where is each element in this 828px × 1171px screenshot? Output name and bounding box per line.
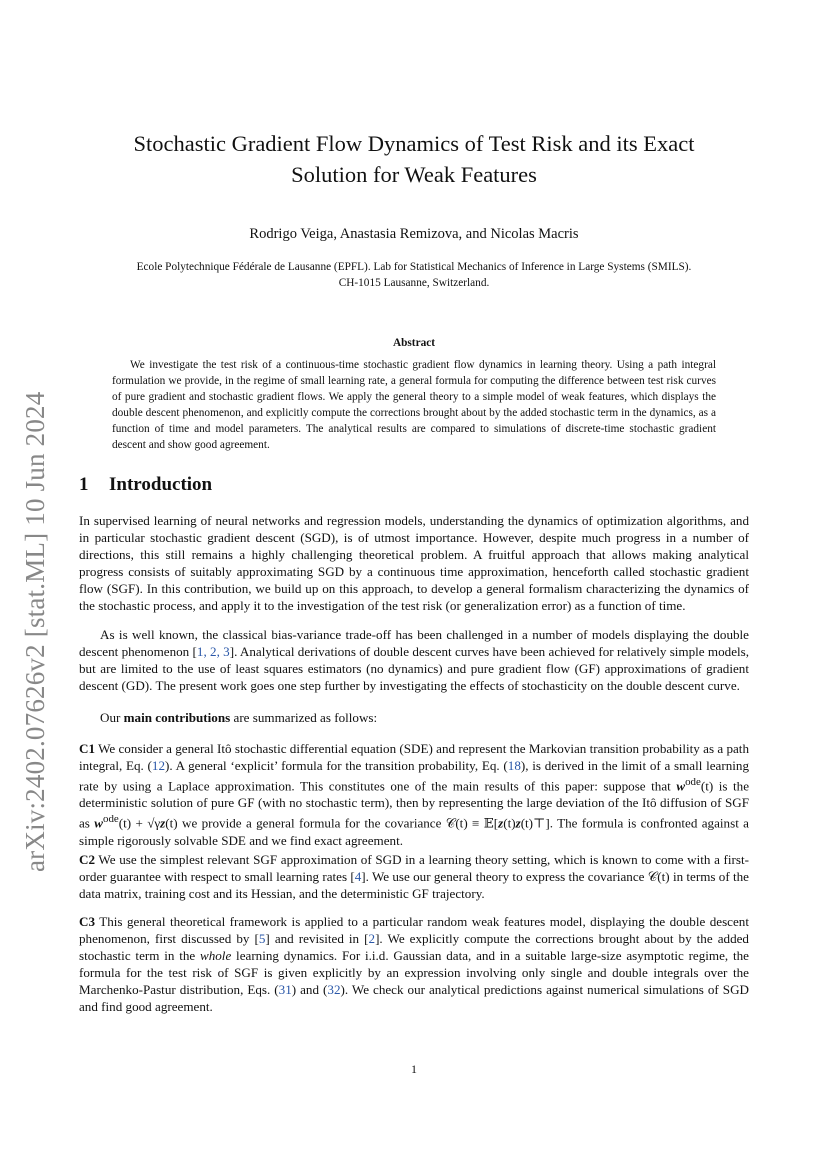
equation-ref-link[interactable]: 12 bbox=[151, 758, 166, 773]
p2-text-b: ]. Analytical derivations of double descent curves have been achieved for relatively simple models, but are limited to the use of least squares estimators (no dynamics) and pure gradient flow (GF) approximations of gradient descent (GD). The present work goes one step further by investigating the effects of stochasticity on the double descent curve. bbox=[79, 644, 750, 693]
contribution-c3 bbox=[79, 913, 749, 1015]
c2-text-b: ]. We use our general theory to express the covariance 𝒞(t) in terms of the data matrix, training cost and its Hessian, and the deterministic GF trajectory. bbox=[79, 869, 749, 901]
paragraph-2 bbox=[79, 626, 749, 694]
contribution-c1 bbox=[79, 740, 749, 849]
contribution-c2 bbox=[79, 851, 749, 902]
symbol-z: z bbox=[515, 815, 521, 831]
c1-label: C1 bbox=[79, 741, 96, 756]
citation-link[interactable]: 1, 2, 3 bbox=[196, 644, 230, 659]
c1-text-e: (t) + √γ bbox=[118, 815, 161, 831]
symbol-z: z bbox=[498, 815, 504, 831]
equation-ref-link[interactable]: 32 bbox=[327, 982, 341, 997]
symbol-w: w bbox=[94, 815, 103, 831]
section-heading bbox=[79, 474, 212, 496]
c3-text-b: ] and revisited in [ bbox=[265, 931, 369, 946]
c1-text-b: ). A general ‘explicit’ formula for the transition probability, Eq. ( bbox=[165, 758, 508, 773]
p3-text-a: Our bbox=[100, 710, 124, 725]
symbol-z: z bbox=[160, 815, 166, 831]
citation-link[interactable]: 2 bbox=[368, 931, 376, 946]
abstract-heading: Abstract bbox=[392, 337, 436, 349]
citation-link[interactable]: 4 bbox=[354, 869, 362, 884]
c3-text-e: ) and ( bbox=[291, 982, 328, 997]
c2-text-a: We use the simplest relevant SGF approximation of SGD in a learning theory setting, which is known to come with a first-order guarantee with respect to small learning rates [ bbox=[79, 852, 749, 884]
c1-text-d: (t) is the deterministic solution of pure GF (with no stochastic term), then by representing the large deviation of the Itô diffusion of SGF as bbox=[79, 778, 750, 831]
c3-label: C3 bbox=[79, 914, 96, 929]
c3-italic-whole: whole bbox=[199, 948, 232, 963]
affiliation-line-2: CH-1015 Lausanne, Switzerland. bbox=[338, 277, 490, 289]
section-number: 1 bbox=[79, 474, 89, 495]
main-contributions-bold: main contributions bbox=[123, 710, 231, 725]
c3-text-f: ). We check our analytical predictions against numerical simulations of SGD and find good agreement. bbox=[79, 982, 749, 1014]
page-number: 1 bbox=[411, 1062, 417, 1076]
c1-text-h: (t)⊤]. The formula is confronted against a simple rigorously solvable SDE and we find exact agreement. bbox=[79, 815, 749, 848]
affiliation-line-1: Ecole Polytechnique Fédérale de Lausanne (EPFL). Lab for Statistical Mechanics of Inference in Large Systems (SMILS). bbox=[136, 261, 692, 273]
c1-text-c: ), is derived in the limit of a small learning rate by using a Laplace approximation. This constitutes one of the main results of this paper: suppose that bbox=[79, 758, 750, 794]
c2-label: C2 bbox=[79, 852, 96, 867]
c1-text-g: (t) bbox=[503, 815, 516, 831]
superscript-ode: ode bbox=[103, 813, 119, 826]
citation-link[interactable]: 5 bbox=[258, 931, 266, 946]
paragraph-1: In supervised learning of neural networks and regression models, understanding the dynamics of optimization algorithms, and in particular stochastic gradient descent (SGD), is of utmost importance. However, despite much progress in a number of directions, this still remains a highly challenging theoretical problem. A fruitful approach that allows making analytical progress consists of suitably approximating SGD by a continuous time approximation, henceforth called stochastic gradient flow (SGF). In this contribution, we build up on this approach, to develop a general formalism characterizing the dynamics of the stochastic process, and apply it to the investigation of the test risk (or generalization error) as a function of time. bbox=[79, 513, 749, 613]
equation-ref-link[interactable]: 31 bbox=[278, 982, 292, 997]
abstract-text: We investigate the test risk of a continuous-time stochastic gradient flow dynamics in learning theory. Using a path integral formulation we provide, in the regime of small learning rate, a general formula for computing the difference between test risk curves of pure gradient and stochastic gradient flows. We apply the general theory to a simple model of weak features, which displays the double descent phenomenon, and explicitly compute the corrections brought about by the added stochastic term in the dynamics, as a function of time and model parameters. The analytical results are compared to simulations of discrete-time stochastic gradient descent and show good agreement. bbox=[112, 359, 716, 451]
title-line-1: Stochastic Gradient Flow Dynamics of Test Risk and its Exact bbox=[133, 131, 695, 156]
superscript-ode: ode bbox=[685, 776, 701, 788]
paper-title bbox=[0, 128, 828, 190]
c1-text-a: We consider a general Itô stochastic differential equation (SDE) and represent the Markovian transition probability as a path integral, Eq. ( bbox=[79, 741, 749, 773]
equation-ref-link[interactable]: 18 bbox=[507, 758, 521, 773]
c3-text-d: learning dynamics. For i.i.d. Gaussian data, and in a suitable large-size asymptotic regime, the formula for the test risk of SGF is given explicitly by an expression involving only single and double integrals over the Marchenko-Pastur distribution, Eqs. ( bbox=[79, 948, 749, 997]
affiliation bbox=[0, 259, 828, 291]
section-title: Introduction bbox=[109, 474, 213, 495]
paragraph-3 bbox=[79, 709, 749, 726]
p2-text-a: As is well known, the classical bias-variance trade-off has been challenged in a number of models displaying the double descent phenomenon [ bbox=[79, 627, 749, 659]
authors: Rodrigo Veiga, Anastasia Remizova, and Nicolas Macris bbox=[249, 226, 579, 242]
symbol-w: w bbox=[676, 778, 686, 794]
title-line-2: Solution for Weak Features bbox=[291, 162, 537, 187]
c3-text-a: This general theoretical framework is applied to a particular random weak features model, displaying the double descent phenomenon, first discussed by [ bbox=[79, 914, 749, 946]
p3-text-b: are summarized as follows: bbox=[230, 710, 378, 725]
c3-text-c: ]. We explicitly compute the corrections brought about by the added stochastic term in the bbox=[79, 931, 749, 963]
arxiv-identifier-stamp: arXiv:2402.07626v2 [stat.ML] 10 Jun 2024 bbox=[20, 391, 50, 872]
c1-text-f: (t) we provide a general formula for the covariance 𝒞(t) ≡ 𝔼[ bbox=[165, 815, 499, 831]
